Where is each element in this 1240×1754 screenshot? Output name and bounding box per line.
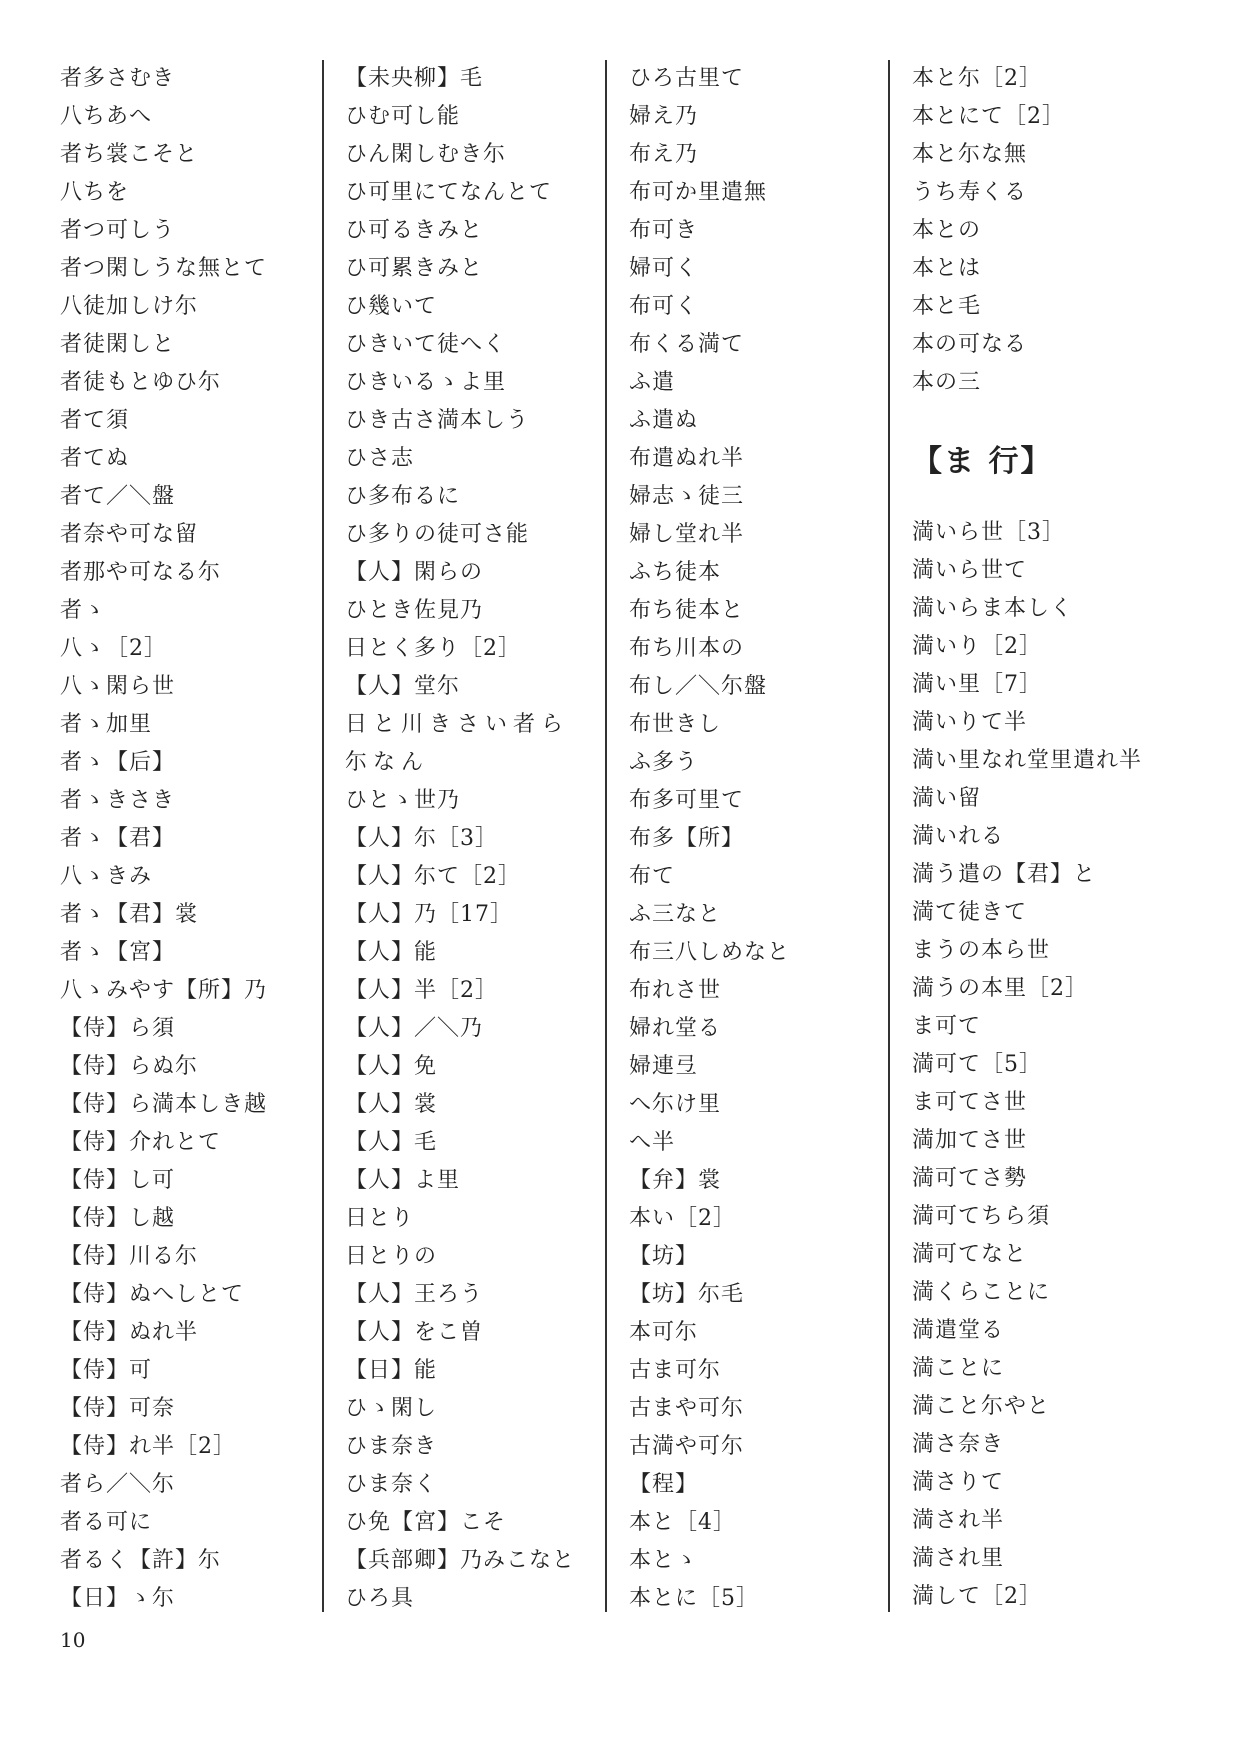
index-entry: 布くる満て [629,332,745,357]
index-entry: 【侍】し可 [60,1168,176,1193]
index-entry: 【人】毛 [345,1130,438,1155]
index-entry: 満いら世［3］ [912,520,1065,545]
index-entry: 者て／＼盤 [60,484,176,509]
index-entry: 八ゝ閑ら世 [60,674,176,699]
index-entry: ひん閑しむき尓 [345,142,507,167]
index-entry: ふ遣 [629,370,676,395]
entry-list [912,60,1202,402]
index-entry: 【侍】らぬ尓 [60,1054,199,1079]
index-entry: 者ゝ【宮】 [60,940,176,965]
index-entry: 布多【所】 [629,826,745,851]
index-entry: 満して［2］ [912,1584,1042,1609]
index-entry: 【人】をこ曽 [345,1320,484,1345]
index-entry: ひ免【宮】こそ [345,1510,507,1535]
index-entry: 【侍】れ半［2］ [60,1434,236,1459]
index-column-2 [345,60,605,1618]
index-entry: 者つ可しう [60,218,176,243]
index-entry: ひろ具 [345,1586,415,1611]
column-divider [888,60,890,1612]
index-entry: 【日】ゝ尓 [60,1586,176,1611]
index-entry: 本とは [912,256,982,281]
index-entry: 八徒加しけ尓 [60,294,199,319]
index-entry: 本と尓［2］ [912,66,1042,91]
index-entry: 【侍】ら須 [60,1016,176,1041]
index-entry: 布え乃 [629,142,699,167]
index-entry: 者ゝ【后】 [60,750,176,775]
index-entry: 【弁】裳 [629,1168,722,1193]
index-entry: 者多さむき [60,66,176,91]
index-entry: 布可か里遣無 [629,180,768,205]
index-entry: ひゝ閑し [345,1396,438,1421]
entry-list [629,60,889,1618]
index-entry: 者徒閑しと [60,332,176,357]
index-entry: 満こと尓やと [912,1394,1051,1419]
index-entry: 満い留 [912,786,982,811]
index-entry: 布ち徒本と [629,598,745,623]
index-entry: 満いりて半 [912,710,1028,735]
index-entry: 満い里［7］ [912,672,1042,697]
index-entry: 【坊】尓毛 [629,1282,745,1307]
index-entry: 本とに［5］ [629,1586,759,1611]
index-entry: ふち徒本 [629,560,722,585]
index-entry: 日とりの [345,1244,438,1269]
index-entry: 【人】乃［17］ [345,902,513,927]
index-entry: 者る可に [60,1510,153,1535]
index-entry: 古満や可尓 [629,1434,745,1459]
index-entry: ふ多う [629,750,699,775]
index-column-1 [60,60,310,1618]
index-entry: 八ゝみやす【所】乃 [60,978,268,1003]
index-entry: 本と尓な無 [912,142,1028,167]
section-heading: 【ま 行】 [912,444,1053,479]
index-entry: 者ゝ【君】 [60,826,176,851]
index-entry: 【人】尓て［2］ [345,864,521,889]
index-entry: 婦え乃 [629,104,699,129]
index-entry: ひ可累きみと [345,256,484,281]
index-entry: 日と川きさい者ら尓なん [345,712,570,775]
index-entry: 満さりて [912,1470,1005,1495]
index-entry: 満され里 [912,1546,1005,1571]
index-entry: 者ゝきさき [60,788,176,813]
index-entry: ふ遣ぬ [629,408,699,433]
index-entry: 満可てちら須 [912,1204,1051,1229]
index-column-3 [629,60,889,1618]
index-entry: 【坊】 [629,1244,699,1269]
entry-list [60,60,310,1618]
index-entry: 【侍】し越 [60,1206,176,1231]
index-entry: 満い里なれ堂里遣れ半 [912,748,1143,773]
index-entry: 本と［4］ [629,1510,736,1535]
index-entry: ひ多りの徒可さ能 [345,522,530,547]
index-entry: 本の三 [912,370,982,395]
index-entry: 古まや可尓 [629,1396,745,1421]
index-entry: ひむ可し能 [345,104,461,129]
entry-list [345,60,605,1618]
index-entry: 本との [912,218,982,243]
index-entry: ま可て [912,1014,982,1039]
index-entry: 本とにて［2］ [912,104,1065,129]
index-entry: 婦れ堂る [629,1016,722,1041]
index-entry: 者てぬ [60,446,130,471]
index-entry: ひ可るきみと [345,218,484,243]
index-entry: 満いら世て [912,558,1028,583]
index-entry: 満いらま本しく [912,596,1074,621]
index-entry: 八ゝ［2］ [60,636,167,661]
index-entry: 満可てなと [912,1242,1028,1267]
index-entry: 八ゝきみ [60,864,153,889]
index-entry: 満いり［2］ [912,634,1042,659]
index-entry: へ半 [629,1130,676,1155]
index-entry: ひきいるゝよ里 [345,370,507,395]
index-entry: 【人】半［2］ [345,978,498,1003]
index-entry: ひき古さ満本しう [345,408,530,433]
index-entry: 者るく【許】尓 [60,1548,222,1573]
index-entry: ひろ古里て [629,66,745,91]
index-entry: 者つ閑しうな無とて [60,256,268,281]
index-entry: 八ちを [60,180,130,205]
index-entry: ひま奈き [345,1434,438,1459]
index-entry: 布し／＼尓盤 [629,674,768,699]
index-entry: 満可て［5］ [912,1052,1042,1077]
index-entry: 布れさ世 [629,978,722,1003]
index-entry: 日とく多り［2］ [345,636,521,661]
index-entry: 【人】尓［3］ [345,826,498,851]
index-entry: 満うの本里［2］ [912,976,1088,1001]
index-entry: へ尓け里 [629,1092,722,1117]
index-entry: 婦志ゝ徒三 [629,484,745,509]
entry-list [912,514,1202,1616]
index-entry: 【人】堂尓 [345,674,461,699]
index-entry: 本可尓 [629,1320,699,1345]
index-entry: 【人】よ里 [345,1168,461,1193]
index-entry: 満可てさ勢 [912,1166,1028,1191]
index-entry: 布多可里て [629,788,745,813]
index-entry: 【人】免 [345,1054,438,1079]
index-entry: ひとゝ世乃 [345,788,461,813]
index-entry: ひきいて徒へく [345,332,507,357]
index-entry: 【侍】ぬれ半 [60,1320,199,1345]
index-entry: 【侍】ら満本しき越 [60,1092,268,1117]
index-entry: 者ら／＼尓 [60,1472,176,1497]
index-entry: 【侍】川る尓 [60,1244,199,1269]
index-entry: 布遣ぬれ半 [629,446,745,471]
index-entry: 満ことに [912,1356,1005,1381]
index-entry: 本と毛 [912,294,982,319]
index-entry: まうの本ら世 [912,938,1051,963]
index-entry: ひま奈く [345,1472,438,1497]
index-entry: うち寿くる [912,180,1028,205]
index-entry: 本の可なる [912,332,1028,357]
index-entry: 【日】能 [345,1358,438,1383]
index-entry: 満さ奈き [912,1432,1005,1457]
index-entry: ひさ志 [345,446,415,471]
index-entry: 【侍】可奈 [60,1396,176,1421]
index-entry: 満加てさ世 [912,1128,1028,1153]
index-entry: 満遣堂る [912,1318,1005,1343]
page-number: 10 [60,1628,86,1652]
index-entry: 【侍】可 [60,1358,153,1383]
index-entry: 満て徒きて [912,900,1028,925]
index-entry: ひ幾いて [345,294,438,319]
index-entry: 者那や可なる尓 [60,560,222,585]
index-entry: 【人】裳 [345,1092,438,1117]
index-entry: 布可き [629,218,699,243]
index-entry: 【人】能 [345,940,438,965]
index-entry: 布て [629,864,676,889]
index-entry: 【程】 [629,1472,699,1497]
index-column-4 [912,60,1202,1616]
index-entry: 満いれる [912,824,1005,849]
index-entry: 布ち川本の [629,636,745,661]
index-entry: 日とり [345,1206,415,1231]
index-entry: 婦し堂れ半 [629,522,745,547]
index-entry: 本い［2］ [629,1206,736,1231]
index-entry: 【侍】ぬへしとて [60,1282,245,1307]
index-entry: 満う遣の【君】と [912,862,1097,887]
index-entry: ま可てさ世 [912,1090,1028,1115]
index-entry: 【兵部卿】乃みこなと [345,1548,576,1573]
index-entry: ひとき佐見乃 [345,598,484,623]
column-divider [322,60,324,1612]
index-entry: 古ま可尓 [629,1358,722,1383]
index-entry: 者て須 [60,408,130,433]
index-entry: 者ゝ [60,598,107,623]
index-entry: 者ゝ加里 [60,712,153,737]
index-entry: 本とゝ [629,1548,699,1573]
index-entry: ひ可里にてなんとて [345,180,553,205]
index-entry: 【人】閑らの [345,560,484,585]
index-entry: 者奈や可な留 [60,522,199,547]
column-divider [605,60,607,1612]
index-entry: ふ三なと [629,902,722,927]
index-entry: 【人】王ろう [345,1282,484,1307]
index-entry: 八ちあへ [60,104,153,129]
index-entry: 【侍】介れとて [60,1130,222,1155]
index-entry: 婦可く [629,256,699,281]
index-entry: 婦連弖 [629,1054,699,1079]
index-entry: 満され半 [912,1508,1005,1533]
index-entry: 布可く [629,294,699,319]
index-entry: ひ多布るに [345,484,461,509]
index-entry: 者徒もとゆひ尓 [60,370,222,395]
index-entry: 【未央柳】毛 [345,66,484,91]
index-entry: 布三八しめなと [629,940,791,965]
index-entry: 布世きし [629,712,722,737]
index-entry: 【人】／＼乃 [345,1016,484,1041]
index-entry: 者ゝ【君】裳 [60,902,199,927]
index-entry: 満くらことに [912,1280,1051,1305]
index-entry: 者ち裳こそと [60,142,199,167]
